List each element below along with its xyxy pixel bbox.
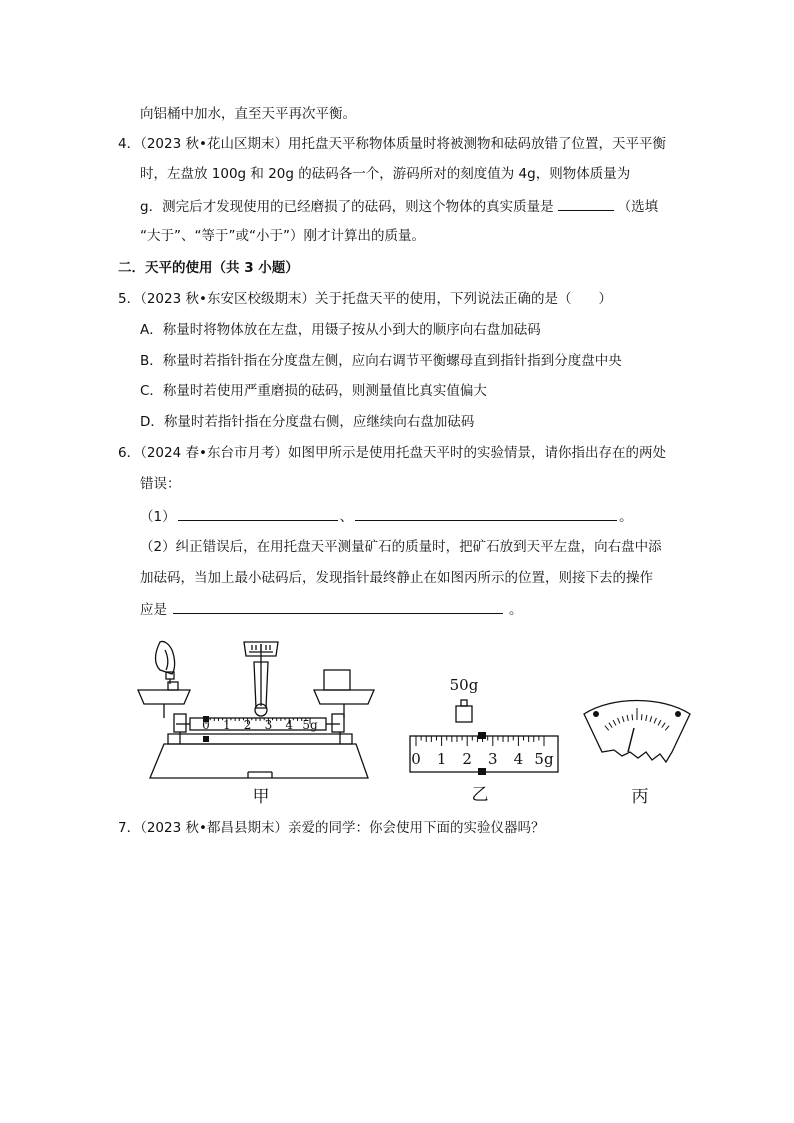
pointer-needle xyxy=(628,728,634,752)
answer-blank[interactable] xyxy=(355,506,617,521)
scale-label: 4 xyxy=(513,750,524,768)
scale-label: 2 xyxy=(462,750,472,768)
scale-label: 4 xyxy=(285,718,294,732)
answer-blank[interactable] xyxy=(173,599,503,614)
scale-label: 1 xyxy=(436,750,447,768)
text-segment: 。 xyxy=(619,509,633,525)
question-7-text: 7．（2023 秋•都昌县期末）亲爱的同学：你会使用下面的实验仪器吗？ xyxy=(118,820,545,836)
question-6-part-1 xyxy=(140,506,633,527)
text-segment: （选填 xyxy=(617,199,659,215)
scale-label: 5g xyxy=(302,718,318,732)
section-heading: 二．天平的使用（共 3 小题） xyxy=(118,260,299,276)
dial-tick xyxy=(658,720,661,725)
dial-tick xyxy=(662,723,665,728)
option-d[interactable]: D．称量时若指针指在分度盘右侧，应继续向右盘加砝码 xyxy=(140,414,475,430)
dial-tick xyxy=(618,718,620,724)
scale-label: 5g xyxy=(534,750,554,768)
text-segment: g．测完后才发现使用的已经磨损了的砝码，则这个物体的真实质量是 xyxy=(140,199,554,215)
question-6-text: 错误： xyxy=(140,476,181,492)
option-c[interactable]: C．称量时若使用严重磨损的砝码，则测量值比真实值偏大 xyxy=(140,383,487,399)
dial-tick xyxy=(605,726,609,731)
scale-label: 2 xyxy=(243,718,252,732)
dial-tick xyxy=(665,726,669,731)
question-6-text: 6．（2024 春•东台市月考）如图甲所示是使用托盘天平时的实验情景，请你指出存在的两处 xyxy=(118,445,666,461)
text-segment: （1） xyxy=(140,509,176,525)
pointer-dial-figure-bing xyxy=(576,694,698,810)
text-line: 向铝桶中加水，直至天平再次平衡。 xyxy=(140,106,356,122)
question-5-text: 5．（2023 秋•东安区校级期末）关于托盘天平的使用，下列说法正确的是（ ） xyxy=(118,291,612,307)
question-4-text xyxy=(140,196,658,217)
question-4-text: “大于”、“等于”或“小于”）刚才计算出的质量。 xyxy=(140,228,425,244)
caption-yi: 乙 xyxy=(471,785,489,805)
dial-tick xyxy=(650,716,652,722)
scale-label: 1 xyxy=(222,718,231,732)
option-b[interactable]: B．称量时若指针指在分度盘左侧，应向右调节平衡螺母直到指针指到分度盘中央 xyxy=(140,353,622,369)
caption-jia: 甲 xyxy=(252,787,270,807)
weight-icon xyxy=(456,700,472,722)
rider-scale-figure-yi xyxy=(402,672,562,810)
answer-blank[interactable] xyxy=(558,196,614,211)
dial-scale xyxy=(605,708,669,730)
weight-label: 50g xyxy=(449,676,479,694)
caption-bing: 丙 xyxy=(631,787,649,807)
dial-tick xyxy=(632,714,633,720)
balance-figure-jia xyxy=(128,632,388,810)
dial-tick xyxy=(646,715,647,721)
text-segment: 、 xyxy=(339,509,354,525)
dial-tick xyxy=(654,718,656,724)
dial-tick xyxy=(641,714,642,720)
dial-tick xyxy=(622,716,624,722)
text-segment: 。 xyxy=(509,602,523,618)
question-6-part-2: 加砝码，当加上最小砝码后，发现指针最终静止在如图丙所示的位置，则接下去的操作 xyxy=(140,570,653,586)
dial-tick xyxy=(613,720,616,725)
scale-label: 0 xyxy=(202,718,210,732)
scale-label: 3 xyxy=(264,718,273,732)
scale-label: 0 xyxy=(411,750,421,768)
option-a[interactable]: A．称量时将物体放在左盘，用镊子按从小到大的顺序向右盘加砝码 xyxy=(140,322,541,338)
text-segment: 应是 xyxy=(140,602,167,618)
dial-tick xyxy=(627,715,628,721)
dial-tick xyxy=(609,723,612,728)
question-4-text: 时，左盘放 100g 和 20g 的砝码各一个，游码所对的刻度值为 4g，则物体质量为 xyxy=(140,166,631,182)
beam-scale xyxy=(206,718,310,724)
scale-label: 3 xyxy=(488,750,498,768)
answer-blank[interactable] xyxy=(178,506,338,521)
question-4-text: 4．（2023 秋•花山区期末）用托盘天平称物体质量时将被测物和砝码放错了位置，天平平衡 xyxy=(118,136,666,152)
question-6-part-2 xyxy=(140,599,523,620)
question-6-part-2: （2）纠正错误后，在用托盘天平测量矿石的质量时，把矿石放到天平左盘，向右盘中添 xyxy=(140,539,662,555)
